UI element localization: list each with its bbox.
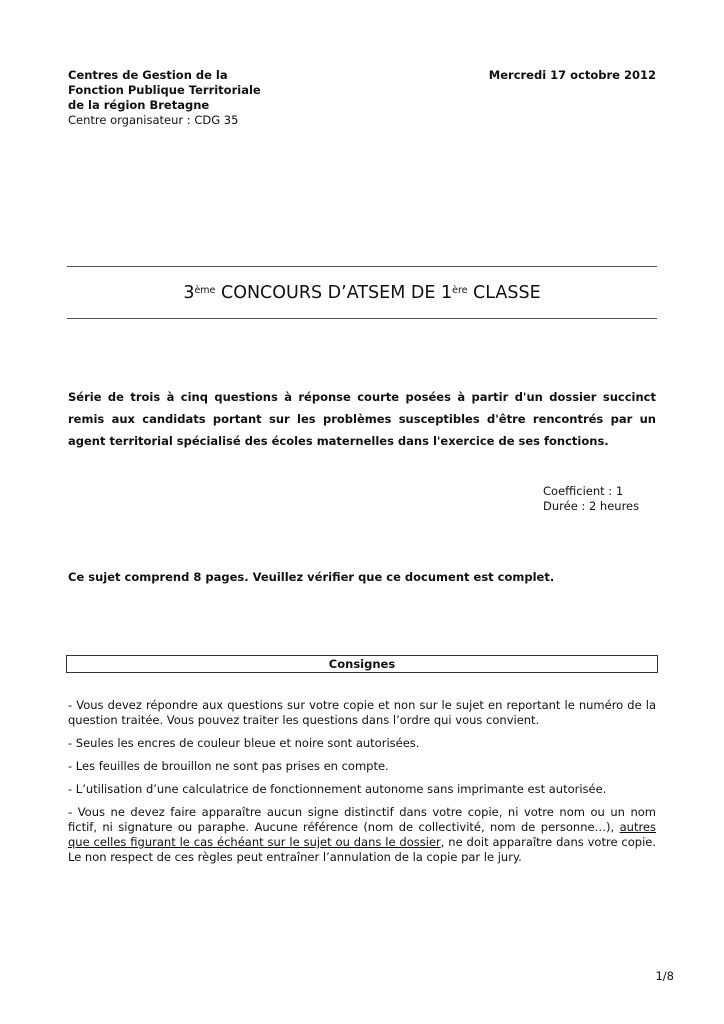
duration: Durée : 2 heures xyxy=(543,498,640,513)
exam-info xyxy=(543,484,639,513)
title-top-rule xyxy=(67,266,657,267)
exam-description: Série de trois à cinq questions à réponse courte posées à partir d'un dossier succinct remis aux candidats portant sur les problèmes susceptibles d'être rencontrés par un agent territorial spécialisé des écoles maternelles dans l'exercice de ses fonctions. xyxy=(68,390,656,448)
title-part-2: CONCOURS D’ATSEM DE 1 xyxy=(215,283,453,303)
instructions-heading: Consignes xyxy=(328,657,396,671)
instruction-item: - Les feuilles de brouillon ne sont pas prises en compte. xyxy=(68,759,389,773)
page-count-notice: Ce sujet comprend 8 pages. Veuillez vérifier que ce document est complet. xyxy=(68,570,555,584)
instructions-list xyxy=(68,698,656,873)
issuer-block xyxy=(68,68,261,128)
instruction-item: - Vous devez répondre aux questions sur votre copie et non sur le sujet en reportant le numéro de la question traitée. Vous pouvez traiter les questions dans l’ordre qui vous convient. xyxy=(68,698,656,727)
title-bottom-rule xyxy=(67,318,657,319)
title-part-3: CLASSE xyxy=(467,283,541,303)
issuer-line-3: de la région Bretagne xyxy=(68,98,210,112)
instructions-heading-box xyxy=(66,655,658,673)
organizer-line: Centre organisateur : CDG 35 xyxy=(68,113,239,127)
instruction-item: - L’utilisation d’une calculatrice de fonctionnement autonome sans imprimante est autorisée. xyxy=(68,782,607,796)
exam-date: Mercredi 17 octobre 2012 xyxy=(488,68,656,82)
document-title xyxy=(67,281,657,305)
issuer-line-1: Centres de Gestion de la xyxy=(68,68,228,82)
instruction-item xyxy=(68,805,656,865)
title-part-1: 3 xyxy=(183,283,195,303)
instruction-5-text-start: - Vous ne devez faire apparaître aucun signe distinctif dans votre copie, ni votre nom ou un nom fictif, ni signature ou paraphe. Aucune référence (nom de collectivité, nom de personne…), xyxy=(68,805,656,834)
instruction-5-text-end: , ne doit apparaître dans votre copie. Le non respect de ces règles peut entraîner l’annulation de la copie par le jury. xyxy=(68,835,657,864)
instruction-5-underlined-text: autres que celles figurant le cas échéant sur le sujet ou dans le dossier xyxy=(68,820,656,849)
issuer-line-2: Fonction Publique Territoriale xyxy=(68,83,261,97)
instruction-item: - Seules les encres de couleur bleue et noire sont autorisées. xyxy=(68,736,420,750)
page-number: 1/8 xyxy=(655,969,674,983)
coefficient: Coefficient : 1 xyxy=(543,484,624,498)
title-superscript-2: ère xyxy=(452,285,468,296)
title-superscript-1: ème xyxy=(194,285,216,296)
